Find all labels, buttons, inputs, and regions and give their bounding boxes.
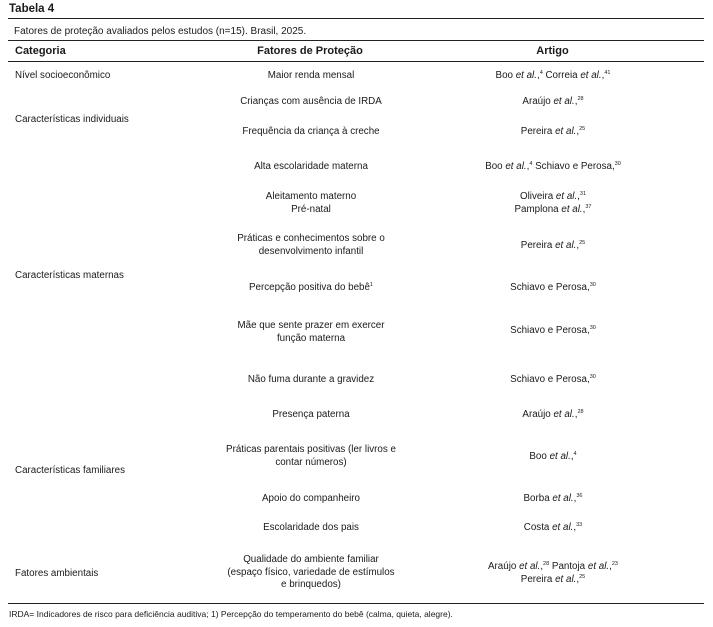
rule-bottom bbox=[8, 603, 704, 604]
category-maternas: Características maternas bbox=[15, 270, 124, 281]
factor-cell bbox=[196, 320, 426, 345]
reference: Pereira et al.,$^{25}$ bbox=[520, 126, 586, 137]
factor-line: e brinquedos) bbox=[281, 579, 341, 590]
category-familiares: Características familiares bbox=[15, 465, 125, 476]
reference-line bbox=[450, 126, 656, 139]
reference: Araújo et al.,$^{28}$ bbox=[522, 96, 584, 107]
factor-line: Alta escolaridade materna bbox=[254, 161, 368, 172]
factor-line: Presença paterna bbox=[272, 409, 350, 420]
rule-header bbox=[8, 61, 704, 62]
factor-line: função materna bbox=[276, 332, 346, 344]
factor-line: (espaço físico, variedade de estímulos bbox=[227, 566, 395, 578]
article-cell bbox=[450, 191, 656, 216]
reference-line bbox=[450, 574, 656, 587]
reference-number: 33 bbox=[576, 522, 583, 528]
et-al: et al. bbox=[555, 573, 577, 585]
article-cell bbox=[450, 522, 656, 535]
reference: Pereira et al.,$^{25}$ bbox=[520, 573, 586, 585]
reference: Borba et al.,$^{36}$ bbox=[523, 493, 583, 504]
factor-cell bbox=[196, 444, 426, 469]
factor-cell bbox=[196, 374, 426, 387]
article-cell bbox=[450, 409, 656, 422]
category-socioeconomico: Nível socioeconômico bbox=[15, 70, 111, 81]
et-al: et al. bbox=[555, 191, 578, 202]
et-al: et al. bbox=[555, 240, 577, 251]
reference: Pamplona et al.,$^{37}$ bbox=[514, 203, 592, 215]
footnote-marker: 1 bbox=[369, 282, 373, 288]
article-cell bbox=[450, 282, 656, 295]
et-al: et al. bbox=[561, 203, 583, 215]
factor-line: Qualidade do ambiente familiar bbox=[243, 554, 379, 565]
article-cell bbox=[450, 561, 656, 586]
reference: Schiavo e Perosa,$^{30}$ bbox=[510, 325, 596, 336]
factor-cell bbox=[196, 409, 426, 422]
article-cell bbox=[450, 126, 656, 139]
reference: Pantoja et al.,$^{23}$ bbox=[551, 561, 618, 572]
et-al: et al. bbox=[587, 561, 610, 572]
factor-line: desenvolvimento infantil bbox=[258, 245, 364, 257]
factor-line: Escolaridade dos pais bbox=[263, 522, 359, 533]
table-caption: Fatores de proteção avaliados pelos estudos (n=15). Brasil, 2025. bbox=[14, 26, 307, 37]
reference-number: 23 bbox=[611, 561, 618, 567]
factor-line: Não fuma durante a gravidez bbox=[247, 374, 375, 385]
reference-number: 30 bbox=[589, 282, 596, 288]
factor-cell bbox=[196, 282, 426, 295]
reference: Araújo et al.,$^{28}$ bbox=[522, 409, 584, 420]
reference-line bbox=[450, 325, 656, 338]
article-cell bbox=[450, 96, 656, 109]
article-cell bbox=[450, 493, 656, 506]
factor-line: Práticas e conhecimentos sobre o bbox=[237, 233, 385, 244]
factor-cell bbox=[196, 96, 426, 109]
reference: Schiavo e Perosa,$^{30}$ bbox=[510, 374, 596, 385]
category-individuais: Características individuais bbox=[15, 114, 129, 125]
factor-cell bbox=[196, 493, 426, 506]
factor-line: Apoio do companheiro bbox=[261, 493, 361, 504]
reference: Boo et al.,$^4$ bbox=[485, 161, 533, 172]
reference-number: 30 bbox=[589, 374, 596, 380]
reference-number: 28 bbox=[577, 409, 584, 415]
article-cell bbox=[450, 325, 656, 338]
reference: Boo et al.,$^4$ bbox=[529, 451, 577, 462]
reference: Schiavo e Perosa,$^{30}$ bbox=[510, 282, 596, 293]
factor-line: Crianças com ausência de IRDA bbox=[240, 96, 382, 107]
reference-line bbox=[450, 451, 656, 464]
header-fatores: Fatores de Proteção bbox=[257, 45, 363, 57]
reference-line bbox=[450, 204, 656, 217]
table-label: Tabela 4 bbox=[9, 3, 55, 15]
rule-top bbox=[8, 18, 704, 19]
rule-caption bbox=[8, 40, 704, 41]
reference-number: 30 bbox=[614, 161, 621, 167]
reference-line bbox=[450, 161, 656, 174]
factor-cell bbox=[196, 70, 426, 83]
reference-number: 4 bbox=[539, 70, 543, 76]
et-al: et al. bbox=[515, 70, 537, 81]
factor-line: contar números) bbox=[275, 456, 347, 468]
reference: Correia et al.,$^{41}$ bbox=[545, 70, 611, 81]
reference-number: 4 bbox=[573, 451, 577, 457]
article-cell bbox=[450, 161, 656, 174]
et-al: et al. bbox=[553, 96, 575, 107]
header-artigo: Artigo bbox=[536, 45, 569, 57]
et-al: et al. bbox=[580, 70, 602, 81]
article-cell bbox=[450, 451, 656, 464]
category-ambientais: Fatores ambientais bbox=[15, 568, 99, 579]
factor-line: Pré-natal bbox=[291, 203, 331, 215]
reference-line bbox=[450, 282, 656, 295]
reference-number: 37 bbox=[585, 203, 592, 210]
article-cell bbox=[450, 374, 656, 387]
reference-line bbox=[450, 493, 656, 506]
article-cell bbox=[450, 70, 656, 83]
reference-number: 41 bbox=[604, 70, 611, 76]
factor-line: Percepção positiva do bebê$^1$ bbox=[249, 282, 373, 293]
reference-line bbox=[450, 96, 656, 109]
factor-cell bbox=[196, 191, 426, 216]
factor-cell bbox=[196, 233, 426, 258]
reference: Costa et al.,$^{33}$ bbox=[523, 522, 583, 533]
reference: Oliveira et al.,$^{31}$ bbox=[519, 191, 587, 202]
reference: Pereira et al.,$^{25}$ bbox=[520, 240, 586, 251]
et-al: et al. bbox=[553, 409, 575, 420]
reference-number: 31 bbox=[579, 191, 587, 197]
et-al: et al. bbox=[552, 493, 574, 504]
et-al: et al. bbox=[549, 451, 571, 462]
reference-number: 4 bbox=[529, 161, 533, 167]
reference: Schiavo e Perosa,$^{30}$ bbox=[535, 161, 621, 172]
reference-number: 25 bbox=[579, 126, 586, 132]
table-footnote: IRDA= Indicadores de risco para deficiência auditiva; 1) Percepção do temperamento do bebê (calma, quieta, alegre). bbox=[9, 609, 453, 619]
factor-line: Maior renda mensal bbox=[267, 70, 355, 81]
reference-line bbox=[450, 191, 656, 204]
factor-cell bbox=[196, 554, 426, 592]
reference-line bbox=[450, 374, 656, 387]
header-categoria: Categoria bbox=[15, 45, 66, 57]
factor-cell bbox=[196, 522, 426, 535]
factor-line: Aleitamento materno bbox=[265, 191, 357, 202]
reference-line bbox=[450, 522, 656, 535]
reference-line bbox=[450, 240, 656, 253]
factor-line: Frequência da criança à creche bbox=[242, 126, 380, 137]
et-al: et al. bbox=[519, 561, 541, 572]
reference-line bbox=[450, 409, 656, 422]
article-cell bbox=[450, 240, 656, 253]
reference-number: 36 bbox=[576, 493, 583, 499]
reference-line bbox=[450, 561, 656, 574]
reference-line bbox=[450, 70, 656, 83]
reference-number: 25 bbox=[579, 240, 586, 246]
reference-number: 30 bbox=[589, 325, 596, 331]
reference: Araújo et al.,$^{28}$ bbox=[488, 561, 550, 572]
factor-line: Mãe que sente prazer em exercer bbox=[237, 320, 385, 331]
factor-line: Práticas parentais positivas (ler livros e bbox=[226, 444, 396, 455]
et-al: et al. bbox=[552, 522, 574, 533]
factor-cell bbox=[196, 161, 426, 174]
factor-cell bbox=[196, 126, 426, 139]
reference-number: 28 bbox=[577, 96, 584, 102]
reference: Boo et al.,$^4$ bbox=[495, 70, 543, 81]
reference-number: 28 bbox=[543, 561, 550, 567]
reference-number: 25 bbox=[579, 573, 586, 580]
et-al: et al. bbox=[505, 161, 527, 172]
et-al: et al. bbox=[555, 126, 577, 137]
